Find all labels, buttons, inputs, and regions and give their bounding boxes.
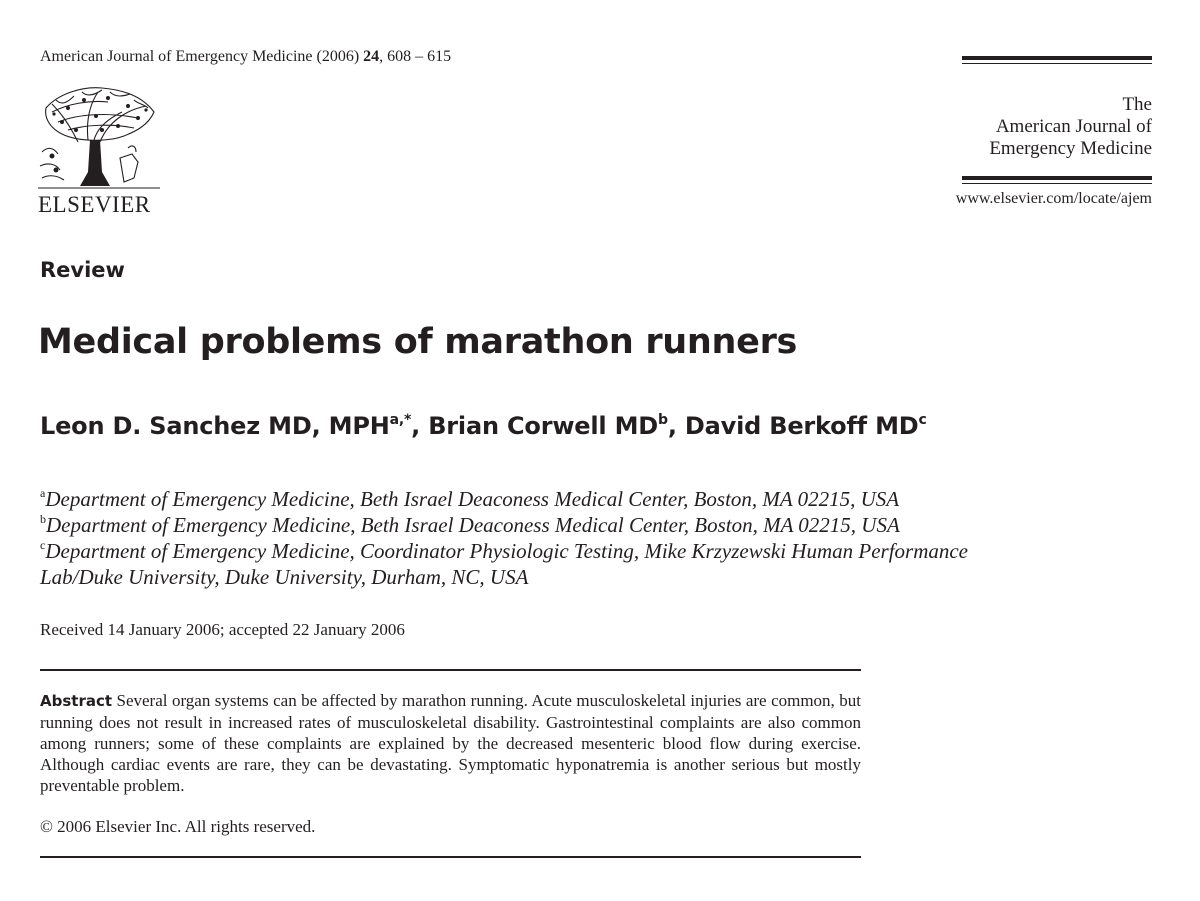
citation-pages: 608 – 615 — [387, 48, 452, 65]
affiliation-item — [40, 538, 1050, 590]
abstract — [40, 690, 861, 796]
affiliation-item — [40, 486, 1050, 512]
author-list — [40, 412, 927, 440]
affiliation-text: Department of Emergency Medicine, Beth Israel Deaconess Medical Center, Boston, MA 02215, USA — [46, 513, 900, 537]
journal-name-line3: Emergency Medicine — [989, 138, 1152, 159]
affiliation-mark: c — [40, 538, 46, 552]
affiliation-text: Department of Emergency Medicine, Beth Israel Deaconess Medical Center, Boston, MA 02215, USA — [45, 487, 900, 511]
received-dates: Received 14 January 2006; accepted 22 January 2006 — [40, 620, 405, 639]
affiliation-item — [40, 512, 1050, 538]
journal-url[interactable]: www.elsevier.com/locate/ajem — [955, 190, 1152, 207]
abstract-label: Abstract — [40, 692, 113, 710]
masthead-bottom-rule-thin — [962, 183, 1152, 184]
copyright-notice: © 2006 Elsevier Inc. All rights reserved. — [40, 817, 316, 836]
journal-masthead — [962, 56, 1152, 184]
affiliation-text: Department of Emergency Medicine, Coordinator Physiologic Testing, Mike Krzyzewski Human Performance Lab/Duke University, Duke University, Durham, NC, USA — [40, 539, 969, 589]
author-name[interactable]: Brian Corwell MD — [428, 412, 658, 440]
author-affiliation-mark: a,* — [389, 412, 412, 428]
author-separator: , — [667, 412, 685, 440]
journal-name-line1: The — [1122, 94, 1152, 115]
journal-citation: American Journal of Emergency Medicine (2006) 24, 608 – 615 — [40, 48, 452, 65]
citation-volume: 24 — [363, 48, 380, 65]
citation-journal: American Journal of Emergency Medicine (2006) — [40, 48, 360, 65]
affiliation-mark: a — [40, 486, 46, 500]
abstract-text: Several organ systems can be affected by marathon running. Acute musculoskeletal injuries are common, but running does not result in increased rates of musculoskeletal disability. Gastrointestinal complaints are also common among runners; some of these complaints are explained by the decreased mesenteric blood flow during exercise. Although cardiac events are rare, they can be devastating. Symptomatic hyponatremia is another serious but mostly preventable problem. — [40, 691, 861, 795]
author-affiliation-mark: b — [658, 412, 668, 428]
journal-name-line2: American Journal of — [995, 116, 1152, 137]
abstract-top-rule — [40, 669, 861, 671]
author-affiliation-mark: c — [918, 412, 927, 428]
author-name[interactable]: Leon D. Sanchez MD, MPH — [40, 412, 390, 440]
author-separator: , — [411, 412, 429, 440]
affiliations — [40, 486, 1050, 590]
publisher-name: ELSEVIER — [38, 192, 151, 217]
abstract-bottom-rule — [40, 856, 861, 858]
affiliation-mark: b — [40, 512, 46, 526]
section-label: Review — [40, 258, 125, 282]
author-name[interactable]: David Berkoff MD — [684, 412, 919, 440]
article-title: Medical problems of marathon runners — [38, 322, 798, 362]
journal-name — [962, 64, 1152, 176]
elsevier-tree-icon — [38, 82, 160, 190]
elsevier-logo — [38, 82, 160, 218]
